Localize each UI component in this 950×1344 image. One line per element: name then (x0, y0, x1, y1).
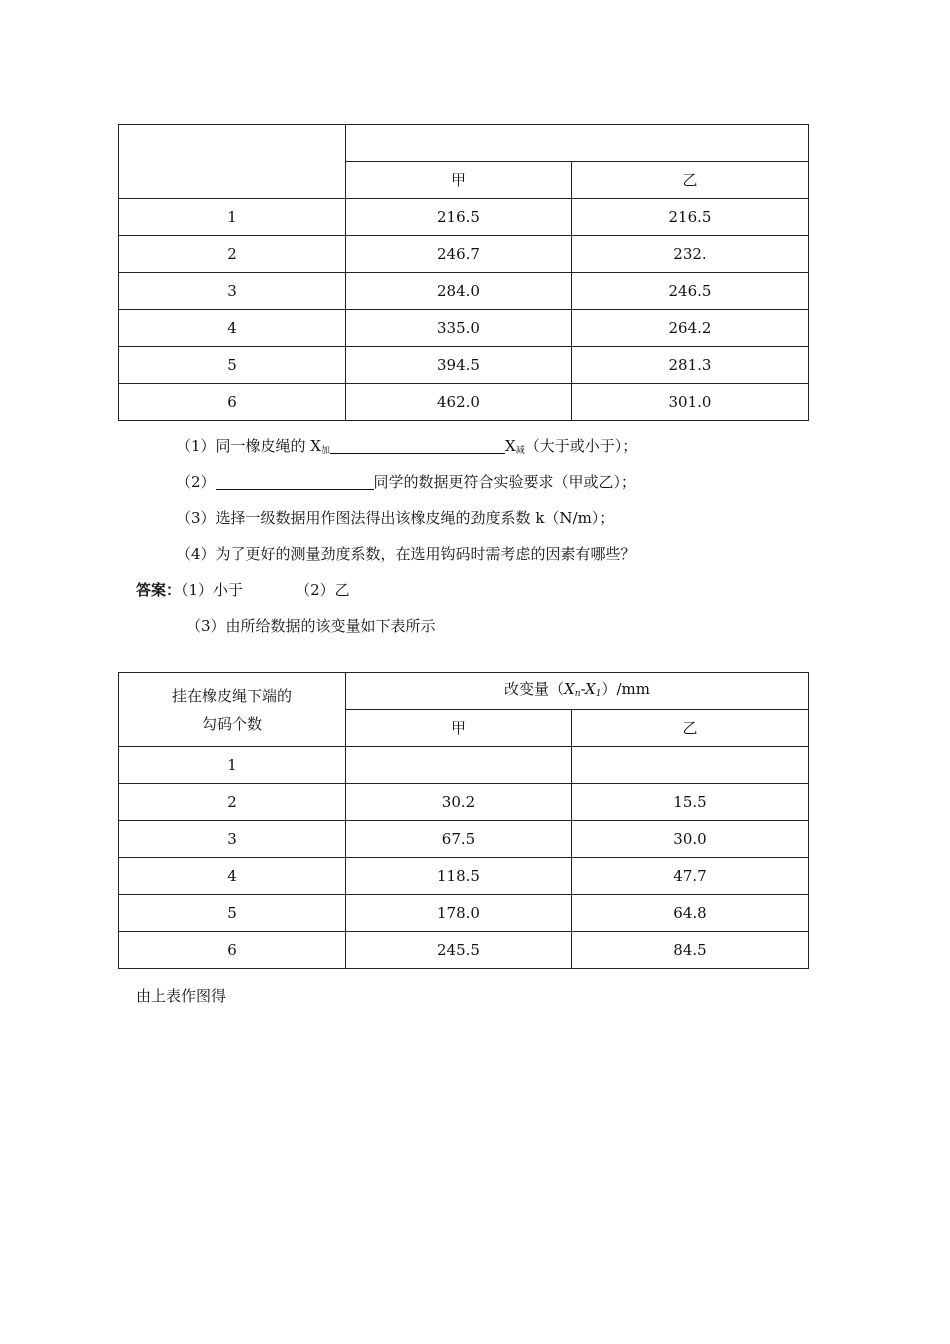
table-row (119, 310, 809, 347)
table1-header-jia: 甲 (346, 162, 572, 199)
data-table-1 (118, 124, 809, 421)
q2-suffix: 同学的数据更符合实验要求（甲或乙）； (373, 473, 637, 491)
table-cell: 6 (119, 932, 346, 969)
answer-blank-1 (330, 438, 505, 454)
table-row (119, 747, 809, 784)
header-top-sub-1: 1 (595, 688, 602, 699)
table-cell: 245.5 (346, 932, 572, 969)
header-top-suffix: ）/mm (601, 679, 650, 698)
table1-header-top (346, 125, 809, 162)
footer-text: 由上表作图得 (136, 987, 227, 1005)
table-cell: 30.2 (346, 784, 572, 821)
table-cell: 2 (119, 784, 346, 821)
table-cell (346, 747, 572, 784)
table-cell: 2 (119, 236, 346, 273)
table-row (119, 347, 809, 384)
table2-header-jia: 甲 (346, 710, 572, 747)
data-table-2 (118, 672, 809, 969)
answer-label: 答案： (136, 581, 182, 599)
table1-header-yi: 乙 (572, 162, 809, 199)
table-row (119, 273, 809, 310)
table-cell: 15.5 (572, 784, 809, 821)
table-cell: 67.5 (346, 821, 572, 858)
table-cell: 84.5 (572, 932, 809, 969)
table-cell: 5 (119, 347, 346, 384)
table-cell: 246.7 (346, 236, 572, 273)
question-4: （4）为了更好的测量劲度系数，在选用钩码时需考虑的因素有哪些？ (176, 545, 636, 563)
answer-2: （2）乙 (295, 581, 350, 599)
table-cell: 118.5 (346, 858, 572, 895)
table-cell: 1 (119, 199, 346, 236)
table-cell: 3 (119, 821, 346, 858)
table-cell: 246.5 (572, 273, 809, 310)
table-row (119, 858, 809, 895)
table-row (119, 784, 809, 821)
question-2 (176, 472, 636, 492)
header-top-dash: -X (580, 679, 596, 698)
q1-sub-a: 加 (321, 446, 331, 456)
table-row (119, 236, 809, 273)
table-cell: 6 (119, 384, 346, 421)
table-row (119, 932, 809, 969)
table-cell: 5 (119, 895, 346, 932)
answer-line (136, 580, 350, 600)
table2-header-left-line1: 挂在橡皮绳下端的 (171, 686, 292, 705)
table2-header-left-line2: 勾码个数 (201, 714, 262, 733)
header-top-sub-n: n (574, 688, 581, 699)
table-cell: 178.0 (346, 895, 572, 932)
q1-sub-b: 减 (515, 446, 525, 456)
answer-blank-2 (216, 474, 374, 490)
table-cell: 394.5 (346, 347, 572, 384)
header-top-prefix: 改变量（ (504, 679, 565, 698)
q2-prefix: （2） (176, 473, 216, 491)
q1-mid: X (505, 437, 516, 455)
table-cell: 1 (119, 747, 346, 784)
table-cell: 264.2 (572, 310, 809, 347)
table-cell (572, 747, 809, 784)
table2-header-left (119, 673, 346, 747)
table-row (119, 384, 809, 421)
table-cell: 216.5 (346, 199, 572, 236)
answer-3: （3）由所给数据的该变量如下表所示 (186, 617, 436, 635)
table2-header-yi: 乙 (572, 710, 809, 747)
table-cell: 281.3 (572, 347, 809, 384)
table-cell: 462.0 (346, 384, 572, 421)
table1-header-left (119, 125, 346, 199)
table-row (119, 895, 809, 932)
table-cell: 216.5 (572, 199, 809, 236)
table-cell: 4 (119, 858, 346, 895)
q1-prefix: （1）同一橡皮绳的 X (176, 437, 321, 455)
table-row (119, 821, 809, 858)
table-cell: 284.0 (346, 273, 572, 310)
table2-header-top (346, 673, 809, 710)
table-cell: 3 (119, 273, 346, 310)
table-cell: 301.0 (572, 384, 809, 421)
table-cell: 232. (572, 236, 809, 273)
table-cell: 64.8 (572, 895, 809, 932)
answer-1: （1）小于 (181, 581, 244, 599)
table-cell: 4 (119, 310, 346, 347)
table-row (119, 199, 809, 236)
table-cell: 30.0 (572, 821, 809, 858)
header-top-var: X (564, 679, 575, 698)
table-cell: 335.0 (346, 310, 572, 347)
question-1 (176, 436, 637, 461)
q1-suffix: （大于或小于）； (524, 437, 638, 455)
question-3: （3）选择一级数据用作图法得出该橡皮绳的劲度系数 k（N/m）； (176, 509, 615, 527)
table-cell: 47.7 (572, 858, 809, 895)
